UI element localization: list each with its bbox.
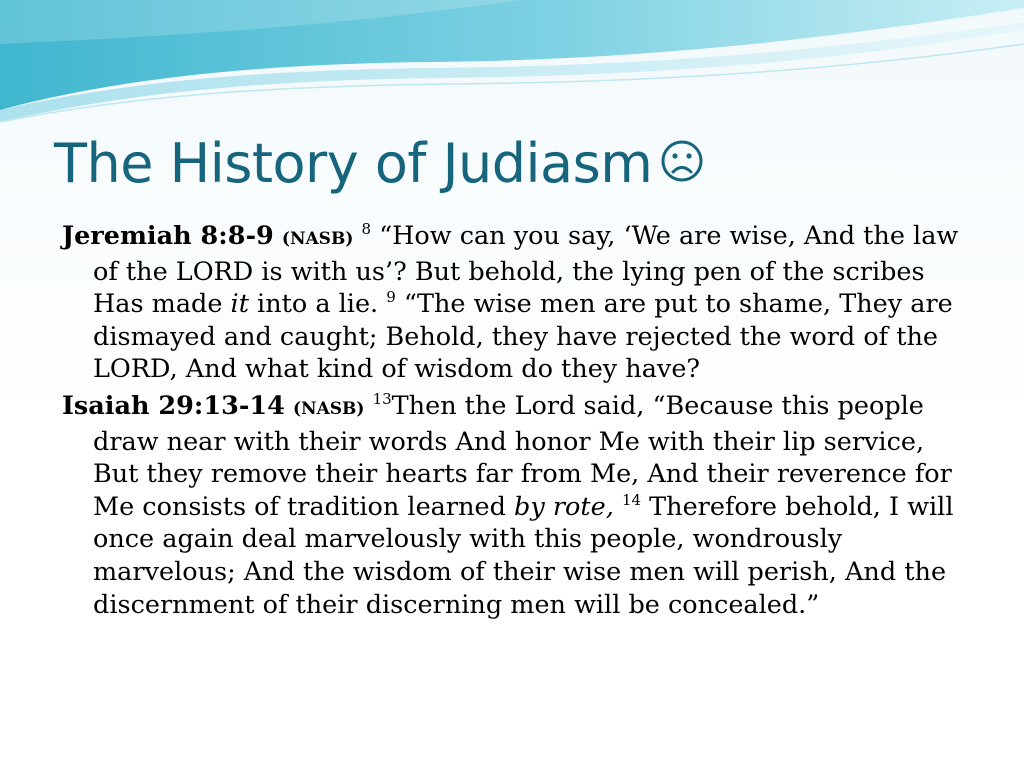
verse-number: 14 <box>621 490 642 509</box>
verse-number: 9 <box>386 288 396 307</box>
frowning-face-icon <box>660 139 704 183</box>
passage-version: (NASB) <box>293 398 365 419</box>
scripture-passage <box>62 390 962 621</box>
passage-version: (NASB) <box>281 229 354 249</box>
verse-text: Therefore behold, I will once again deal marvelously with this people, wondrously marvelous; And the wisdom of their wise men will perish, And the discernment of their discerning men will be concealed.” <box>93 491 954 620</box>
verse-text <box>614 492 622 522</box>
verse-number: 13 <box>372 389 392 408</box>
verse-text: “The wise men are put to shame, They are dismayed and caught; Behold, they have rejected the word of the LORD, And what kind of wisdom do they have? <box>93 289 953 385</box>
scripture-passage <box>62 220 962 386</box>
verse-text: Then the Lord said, “Because this people draw near with their words And honor Me with their lip service, But they remove their hearts far from Me, And their reverence for Me consists of tradition learned <box>93 390 952 522</box>
passage-reference: Jeremiah 8:8-9 <box>62 221 274 251</box>
verse-text: into a lie. <box>248 289 387 320</box>
italic-text: by rote, <box>514 491 614 522</box>
verse-text: “How can you say, ‘We are wise, And the law of the LORD is with us’? But behold, the lying pen of the scribes Has made <box>93 221 959 320</box>
slide-title <box>54 128 704 200</box>
header-wave-decoration <box>0 0 1024 130</box>
italic-text: it <box>230 289 249 320</box>
verse-number: 8 <box>361 220 372 238</box>
passage-reference: Isaiah 29:13-14 <box>62 390 285 421</box>
slide-title-text: The History of Judiasm <box>54 132 653 195</box>
scripture-body <box>62 220 962 625</box>
